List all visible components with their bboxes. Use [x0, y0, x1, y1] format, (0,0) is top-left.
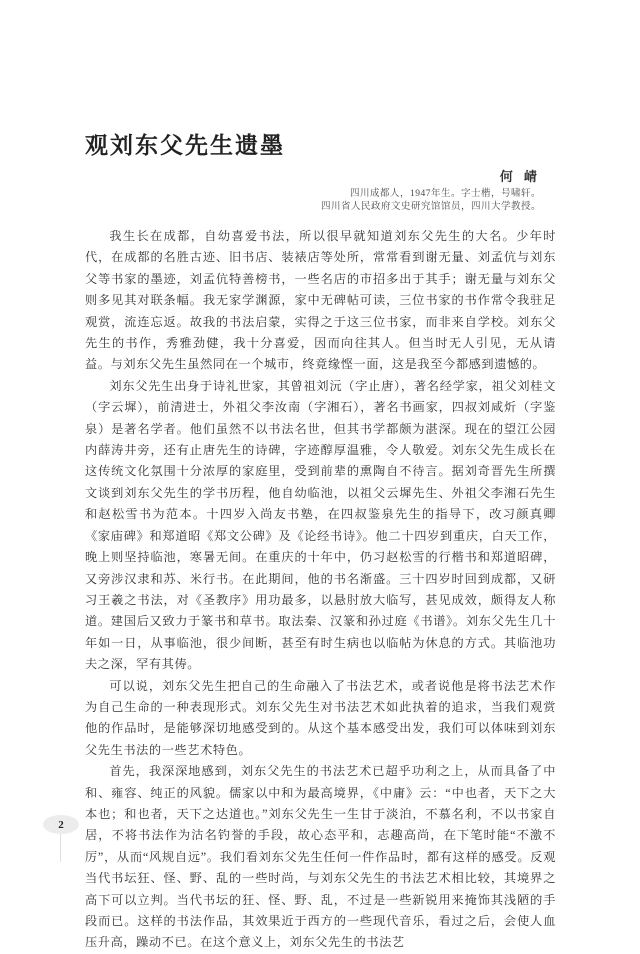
page-number-divider: [60, 834, 61, 862]
author-bio-line-1: 四川成都人，1947年生。字士楷，号啸轩。: [349, 189, 541, 199]
article-title: 观刘东父先生遗墨: [85, 133, 285, 158]
page-number-badge: [43, 815, 79, 834]
paragraph-3: 可以说，刘东父先生把自己的生命融入了书法艺术，或者说他是将书法艺术作为自己生命的一种表现形式。刘东父先生对书法艺术如此执着的追求，当我们观赏他的作品时，是能够深切地感受到的。从这个基本感受出发，我们可以体味到刘东父先生书法的一些艺术特色。: [85, 678, 556, 757]
author-name: 何 崝: [499, 169, 541, 184]
article: [85, 133, 556, 954]
paragraph-1: 我生长在成都，自幼喜爱书法，所以很早就知道刘东父先生的大名。少年时代，在成都的名胜古迹、旧书店、装裱店等处所，常常看到谢无量、刘孟伉与刘东父等书家的墨迹，刘孟伉特善榜书，一些名店的市招多出于其手；谢无量与刘东父则多见其对联条幅。我无家学渊源，家中无碑帖可读，三位书家的书作常令我驻足观赏，流连忘返。故我的书法启蒙，实得之于这三位书家，而非来自学校。刘东父先生的书作，秀雅劲健，我十分喜爱，因而向往其人。但当时无人引见，无从请益。与刘东父先生虽然同在一个城市，终竟缘悭一面，这是我至今都感到遗憾的。: [85, 229, 556, 372]
paragraph-2: 刘东父先生出身于诗礼世家，其曾祖刘沅（字止唐），著名经学家，祖父刘桂文（字云墀），前清进士，外祖父李汝南（字湘石），著名书画家，四叔刘咸炘（字鉴泉）是著名学者。他们虽然不以书法名世，但其书学都颇为湛深。现在的望江公园内薛涛井旁，还有止唐先生的诗碑，字迹醇厚温雅，令人敬爱。刘东父先生成长在这传统文化氛围十分浓厚的家庭里，受到前辈的熏陶自不待言。据刘奇晋先生所撰文谈到刘东父先生的学书历程，他自幼临池，以祖父云墀先生、外祖父李湘石先生和赵松雪书为范本。十四岁入尚友书塾，在四叔鉴泉先生的指导下，改习颜真卿《家庙碑》和郑道昭《郑文公碑》及《论经书诗》。他二十四岁到重庆，白天工作，晚上则坚持临池，寒暑无间。在重庆的十年中，仍习赵松雪的行楷书和郑道昭碑，又旁涉汉隶和苏、米行书。在此期间，他的书名渐盛。三十四岁时回到成都，又研习王羲之书法，对《圣教序》用功最多，以悬肘放大临写，甚见成效，颇得友人称道。建国后又致力于篆书和草书。取法秦、汉篆和孙过庭《书谱》。刘东父先生几十年如一日，从事临池，很少间断，甚至有时生病也以临帖为休息的方式。其临池功夫之深，罕有其俦。: [85, 378, 556, 672]
byline-block: [85, 169, 556, 214]
article-body: [85, 226, 556, 954]
paragraph-4: 首先，我深深地感到，刘东父先生的书法艺术已超乎功利之上，从而具备了中和、雍容、纯正的风貌。儒家以中和为最高境界，《中庸》云：“中也者，天下之大本也；和也者，天下之达道也。”刘东父先生一生甘于淡泊，不慕名利，不以书家自居，不将书法作为沽名钓誉的手段，故心态平和，志趣高尚，在下笔时能“不激不厉”，从而“风规自远”。我们看刘东父先生任何一件作品时，都有这样的感受。反观当代书坛狂、怪、野、乱的一些时尚，与刘东父先生的书法艺术相比较，其境界之高下可以立判。当代书坛的狂、怪、野、乱，不过是一些新锐用来掩饰其浅陋的手段而已。这样的书法作品，其效果近于西方的一些现代音乐，看过之后，会使人血压升高，躁动不已。在这个意义上，刘东父先生的书法艺: [85, 764, 556, 950]
page-number: 2: [43, 815, 79, 834]
author-bio-line-2: 四川省人民政府文史研究馆馆员，四川大学教授。: [320, 202, 541, 212]
